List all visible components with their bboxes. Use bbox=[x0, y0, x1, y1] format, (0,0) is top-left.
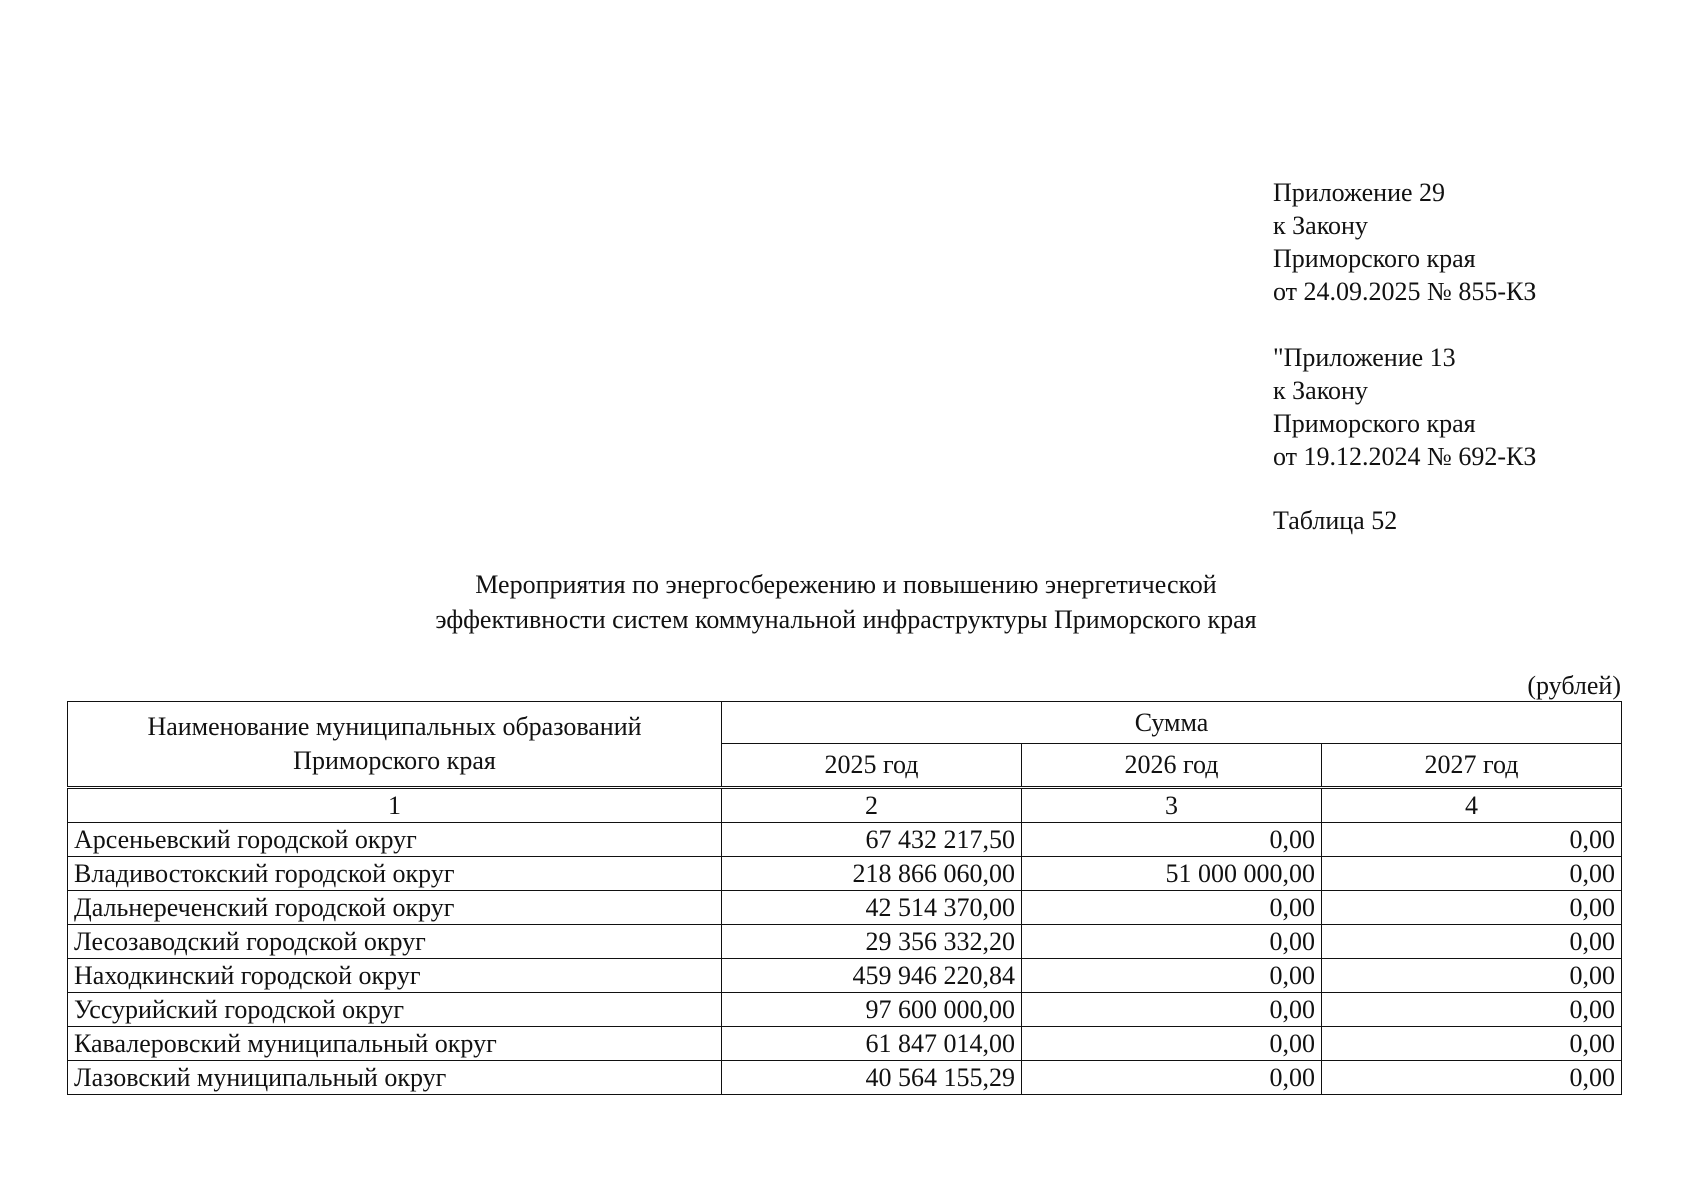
amount-2026: 0,00 bbox=[1022, 925, 1322, 959]
amount-2027: 0,00 bbox=[1322, 993, 1622, 1027]
appendix-quoted-line-1: "Приложение 13 bbox=[1273, 343, 1456, 372]
amount-2026: 0,00 bbox=[1022, 823, 1322, 857]
amount-2027: 0,00 bbox=[1322, 959, 1622, 993]
amount-2025: 218 866 060,00 bbox=[722, 857, 1022, 891]
appendix-main-line-2: к Закону bbox=[1273, 211, 1368, 240]
amount-2025: 67 432 217,50 bbox=[722, 823, 1022, 857]
amount-2025: 97 600 000,00 bbox=[722, 993, 1022, 1027]
amount-2025: 459 946 220,84 bbox=[722, 959, 1022, 993]
appendix-reference-main bbox=[1273, 176, 1536, 308]
table-row bbox=[68, 1061, 1622, 1095]
amount-2027: 0,00 bbox=[1322, 823, 1622, 857]
funding-table bbox=[67, 701, 1622, 1095]
appendix-main-line-1: Приложение 29 bbox=[1273, 178, 1446, 207]
header-sum: Сумма bbox=[722, 702, 1622, 744]
appendix-main-line-4: от 24.09.2025 № 855-КЗ bbox=[1273, 277, 1537, 306]
table-row bbox=[68, 925, 1622, 959]
amount-2026: 0,00 bbox=[1022, 891, 1322, 925]
header-municipality-name: Наименование муниципальных образований Приморского края bbox=[68, 702, 722, 788]
amount-2025: 61 847 014,00 bbox=[722, 1027, 1022, 1061]
column-number: 2 bbox=[722, 788, 1022, 823]
amount-2026: 51 000 000,00 bbox=[1022, 857, 1322, 891]
amount-2025: 42 514 370,00 bbox=[722, 891, 1022, 925]
table-row bbox=[68, 891, 1622, 925]
header-year-2027: 2027 год bbox=[1322, 744, 1622, 788]
table-row bbox=[68, 959, 1622, 993]
amount-2026: 0,00 bbox=[1022, 1061, 1322, 1095]
amount-2026: 0,00 bbox=[1022, 959, 1322, 993]
column-number: 1 bbox=[68, 788, 722, 823]
municipality-name: Арсеньевский городской округ bbox=[68, 823, 722, 857]
table-column-numbers-row bbox=[68, 788, 1622, 823]
amount-2027: 0,00 bbox=[1322, 1027, 1622, 1061]
table-row bbox=[68, 857, 1622, 891]
table-number-label: Таблица 52 bbox=[1273, 506, 1398, 535]
municipality-name: Лазовский муниципальный округ bbox=[68, 1061, 722, 1095]
amount-2026: 0,00 bbox=[1022, 1027, 1322, 1061]
appendix-quoted-line-4: от 19.12.2024 № 692-КЗ bbox=[1273, 442, 1537, 471]
units-label: (рублей) bbox=[1527, 671, 1621, 700]
amount-2027: 0,00 bbox=[1322, 1061, 1622, 1095]
appendix-quoted-line-2: к Закону bbox=[1273, 376, 1368, 405]
amount-2027: 0,00 bbox=[1322, 925, 1622, 959]
appendix-main-line-3: Приморского края bbox=[1273, 244, 1476, 273]
document-title-line-2: эффективности систем коммунальной инфраструктуры Приморского края bbox=[435, 605, 1257, 634]
municipality-name: Кавалеровский муниципальный округ bbox=[68, 1027, 722, 1061]
table-header-row bbox=[68, 702, 1622, 744]
header-year-2026: 2026 год bbox=[1022, 744, 1322, 788]
municipality-name: Владивостокский городской округ bbox=[68, 857, 722, 891]
amount-2025: 40 564 155,29 bbox=[722, 1061, 1022, 1095]
table-row bbox=[68, 823, 1622, 857]
appendix-quoted-line-3: Приморского края bbox=[1273, 409, 1476, 438]
amount-2025: 29 356 332,20 bbox=[722, 925, 1022, 959]
column-number: 3 bbox=[1022, 788, 1322, 823]
document-title-line-1: Мероприятия по энергосбережению и повышению энергетической bbox=[475, 570, 1217, 599]
municipality-name: Дальнереченский городской округ bbox=[68, 891, 722, 925]
amount-2027: 0,00 bbox=[1322, 857, 1622, 891]
amount-2027: 0,00 bbox=[1322, 891, 1622, 925]
column-number: 4 bbox=[1322, 788, 1622, 823]
amount-2026: 0,00 bbox=[1022, 993, 1322, 1027]
appendix-reference-quoted bbox=[1273, 341, 1536, 473]
table-number bbox=[1273, 504, 1397, 537]
table-row bbox=[68, 1027, 1622, 1061]
municipality-name: Уссурийский городской округ bbox=[68, 993, 722, 1027]
table-row bbox=[68, 993, 1622, 1027]
municipality-name: Находкинский городской округ bbox=[68, 959, 722, 993]
header-year-2025: 2025 год bbox=[722, 744, 1022, 788]
document-title bbox=[300, 567, 1392, 637]
municipality-name: Лесозаводский городской округ bbox=[68, 925, 722, 959]
